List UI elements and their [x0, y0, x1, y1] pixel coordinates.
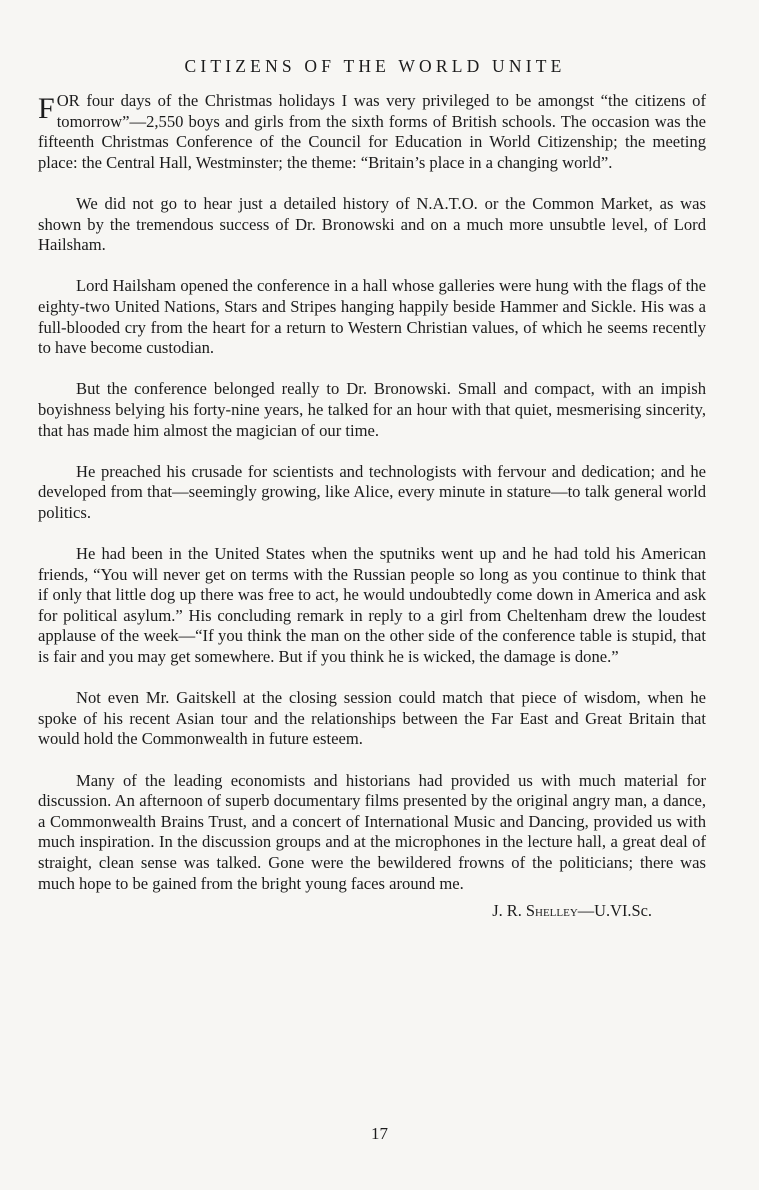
paragraph-1 [38, 91, 706, 173]
paragraph-2: We did not go to hear just a detailed history of N.A.T.O. or the Common Market, as was shown by the tremendous success of Dr. Bronowski and on a much more unsubtle level, of Lord Hailsham. [38, 193, 706, 255]
paragraph-4: But the conference belonged really to Dr. Bronowski. Small and compact, with an impish boyishness belying his forty-nine years, he talked for an hour with that quiet, mesmerising sincerity, that has made him almost the magician of our time. [38, 379, 706, 440]
author-form: —U.VI.Sc. [577, 900, 652, 920]
author-surname: Shelley [525, 900, 578, 920]
paragraph-6: He had been in the United States when the sputniks went up and he had told his American friends, “You will never get on terms with the Russian people so long as you continue to think that if only that little dog up there was free to act, he would undoubtedly come down in America and ask for political asylum.” His concluding remark in reply to a girl from Cheltenham drew the loudest applause of the week—“If you think the man on the other side of the conference table is stupid, that is fair and you may get somewhere. But if you think he is wicked, the damage is done.” [38, 544, 706, 667]
author-signature [38, 901, 706, 921]
drop-cap: F [38, 92, 55, 125]
author-initials: J. R. [492, 900, 526, 920]
article-title: CITIZENS OF THE WORLD UNITE [184, 56, 566, 76]
paragraph-3: Lord Hailsham opened the conference in a hall whose galleries were hung with the flags of the eighty-two United Nations, Stars and Stripes hanging happily beside Hammer and Sickle. His was a full-blooded cry from the heart for a return to Western Christian values, of which he seems recently to have become custodian. [38, 276, 706, 358]
paragraph-1-text: OR four days of the Christmas holidays I was very privileged to be amongst “the citizens of tomorrow”—2,550 boys and girls from the sixth forms of British schools. The occasion was the fifteenth Christmas Conference of the Council for Education in World Citizenship; the meeting place: the Central Hall, Westminster; the theme: “Britain’s place in a changing world”. [38, 91, 706, 172]
paragraph-7: Not even Mr. Gaitskell at the closing session could match that piece of wisdom, when he spoke of his recent Asian tour and the relationships between the Far East and Great Britain that would hold the Commonwealth in future esteem. [38, 688, 706, 749]
page-number: 17 [371, 1124, 388, 1143]
paragraph-5: He preached his crusade for scientists and technologists with fervour and dedication; and he developed from that—seemingly growing, like Alice, every minute in stature—to talk general world politics. [38, 461, 706, 522]
article [38, 56, 706, 921]
paragraph-8: Many of the leading economists and historians had provided us with much material for discussion. An afternoon of superb documentary films presented by the original angry man, a dance, a Commonwealth Brains Trust, and a concert of International Music and Dancing, provided us with much inspiration. In the discussion groups and at the microphones in the lecture hall, a great deal of straight, clean sense was talked. Gone were the bewildered frowns of the politicians; there was much hope to be gained from the bright young faces around me. [38, 770, 706, 893]
